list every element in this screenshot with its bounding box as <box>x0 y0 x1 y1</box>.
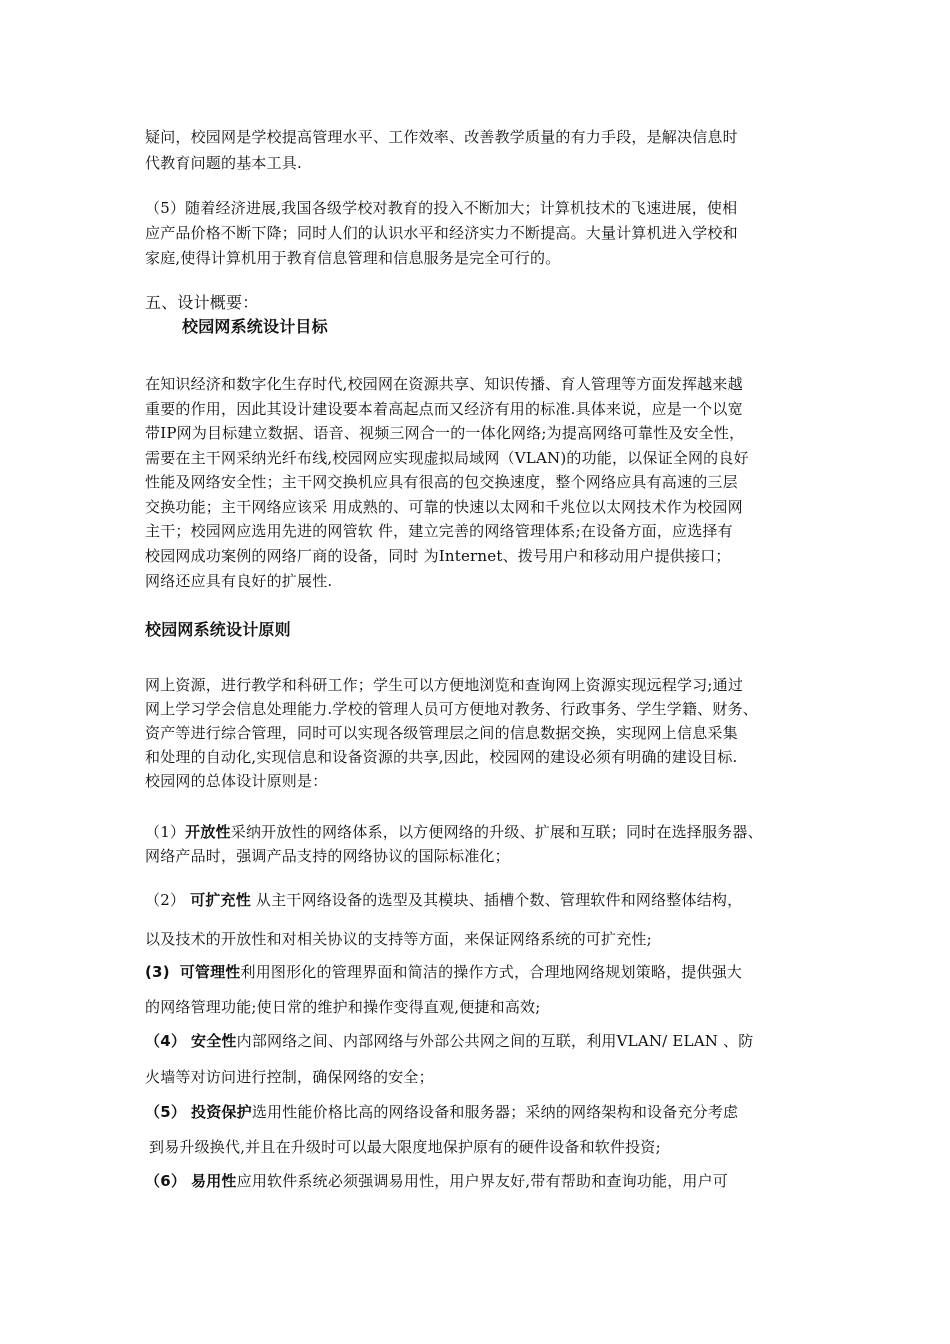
principle-line: 资产等进行综合管理，同时可以实现各级管理层之间的信息数据交换，实现网上信息采集 <box>145 724 738 742</box>
item-term: 可管理性 <box>179 963 241 981</box>
principle-item-4 <box>145 1031 753 1051</box>
item-number: （6） <box>145 1172 187 1190</box>
goal-line: 网络还应具有良好的扩展性. <box>145 572 333 590</box>
item-number: （2） <box>145 891 186 909</box>
principle-item-2-cont: 以及技术的开放性和对相关协议的支持等方面，来保证网络系统的可扩充性; <box>145 930 652 948</box>
item-term: 开放性 <box>185 823 231 841</box>
item-text: 采纳开放性的网络体系，以方便网络的升级、扩展和互联；同时在选择服务器、 <box>230 823 763 841</box>
principle-item-2 <box>145 890 742 910</box>
goal-line: 重要的作用，因此其设计建设要本着高起点而又经济有用的标准.具体来说，应是一个以宽 <box>145 400 743 418</box>
goal-line: 校园网成功案例的网络厂商的设备，同时 为Internet、拨号用户和移动用户提供接口； <box>145 547 731 565</box>
item-text: 应用软件系统必须强调易用性，用户界友好,带有帮助和查询功能，用户可 <box>236 1172 728 1190</box>
item-text: 选用性能价格比高的网络设备和服务器；采纳的网络架构和设备充分考虑 <box>251 1103 739 1121</box>
goal-heading: 校园网系统设计目标 <box>182 317 328 336</box>
item-term: 投资保护 <box>191 1103 252 1121</box>
item-number: （1） <box>145 823 186 841</box>
principle-item-6 <box>145 1171 728 1191</box>
item-text: 从主干网络设备的选型及其模块、插槽个数、管理软件和网络整体结构， <box>250 891 743 909</box>
item-number: （4） <box>145 1032 187 1050</box>
item-term: 安全性 <box>191 1032 237 1050</box>
goal-line: 需要在主干网采纳光纤布线,校园网应实现虚拟局域网（VLAN)的功能，以保证全网的良好 <box>145 449 749 467</box>
goal-line: 交换功能；主干网络应该采 用成熟的、可靠的快速以太网和千兆位以太网技术作为校园网 <box>145 498 743 516</box>
section-title: 五、设计概要： <box>145 293 259 312</box>
point5-line-3: 家庭,使得计算机用于教育信息管理和信息服务是完全可行的。 <box>145 249 561 267</box>
item-term: 可扩充性 <box>190 891 251 909</box>
intro-line-2: 代教育问题的基本工具. <box>145 154 302 172</box>
item-text: 利用图形化的管理界面和简洁的操作方式，合理地网络规划策略，提供强大 <box>240 963 743 981</box>
goal-line: 带IP网为目标建立数据、语音、视频三网合一的一体化网络;为提高网络可靠性及安全性， <box>145 424 745 442</box>
principle-item-3 <box>145 962 742 982</box>
intro-line-1: 疑问，校园网是学校提高管理水平、工作效率、改善教学质量的有力手段，是解决信息时 <box>145 128 738 146</box>
principle-heading: 校园网系统设计原则 <box>145 620 291 639</box>
principle-item-5-cont: 到易升级换代,并且在升级时可以最大限度地保护原有的硬件设备和软件投资; <box>149 1138 661 1156</box>
point5-line-2: 应产品价格不断下降；同时人们的认识水平和经济实力不断提高。大量计算机进入学校和 <box>145 224 738 242</box>
item-term: 易用性 <box>191 1172 237 1190</box>
item-number: （5） <box>145 1103 187 1121</box>
principle-item-3-cont: 的网络管理功能;使日常的维护和操作变得直观,便捷和高效; <box>145 998 541 1016</box>
principle-item-4-cont: 火墙等对访问进行控制，确保网络的安全； <box>145 1068 434 1086</box>
principle-line: 网上资源，进行教学和科研工作；学生可以方便地浏览和查询网上资源实现远程学习;通过 <box>145 676 744 694</box>
goal-line: 在知识经济和数字化生存时代,校园网在资源共享、知识传播、育人管理等方面发挥越来越 <box>145 375 743 393</box>
point5-line-1: （5）随着经济进展,我国各级学校对教育的投入不断加大；计算机技术的飞速进展，使相 <box>145 199 738 217</box>
principle-item-1-cont: 网络产品时，强调产品支持的网络协议的国际标准化； <box>145 847 510 865</box>
goal-line: 主干；校园网应选用先进的网管软 件，建立完善的网络管理体系;在设备方面，应选择有 <box>145 522 733 540</box>
goal-line: 性能及网络安全性；主干网交换机应具有很高的包交换速度，整个网络应具有高速的三层 <box>145 473 738 491</box>
principle-line: 校园网的总体设计原则是： <box>145 772 328 790</box>
principle-line: 网上学习学会信息处理能力.学校的管理人员可方便地对教务、行政事务、学生学籍、财务、 <box>145 700 758 718</box>
item-number: (3) <box>145 963 170 981</box>
principle-line: 和处理的自动化,实现信息和设备资源的共享,因此，校园网的建设必须有明确的建设目标. <box>145 748 738 766</box>
principle-item-5 <box>145 1102 738 1122</box>
item-text: 内部网络之间、内部网络与外部公共网之间的互联，利用VLAN/ ELAN 、防 <box>236 1032 754 1050</box>
principle-item-1 <box>145 822 763 842</box>
